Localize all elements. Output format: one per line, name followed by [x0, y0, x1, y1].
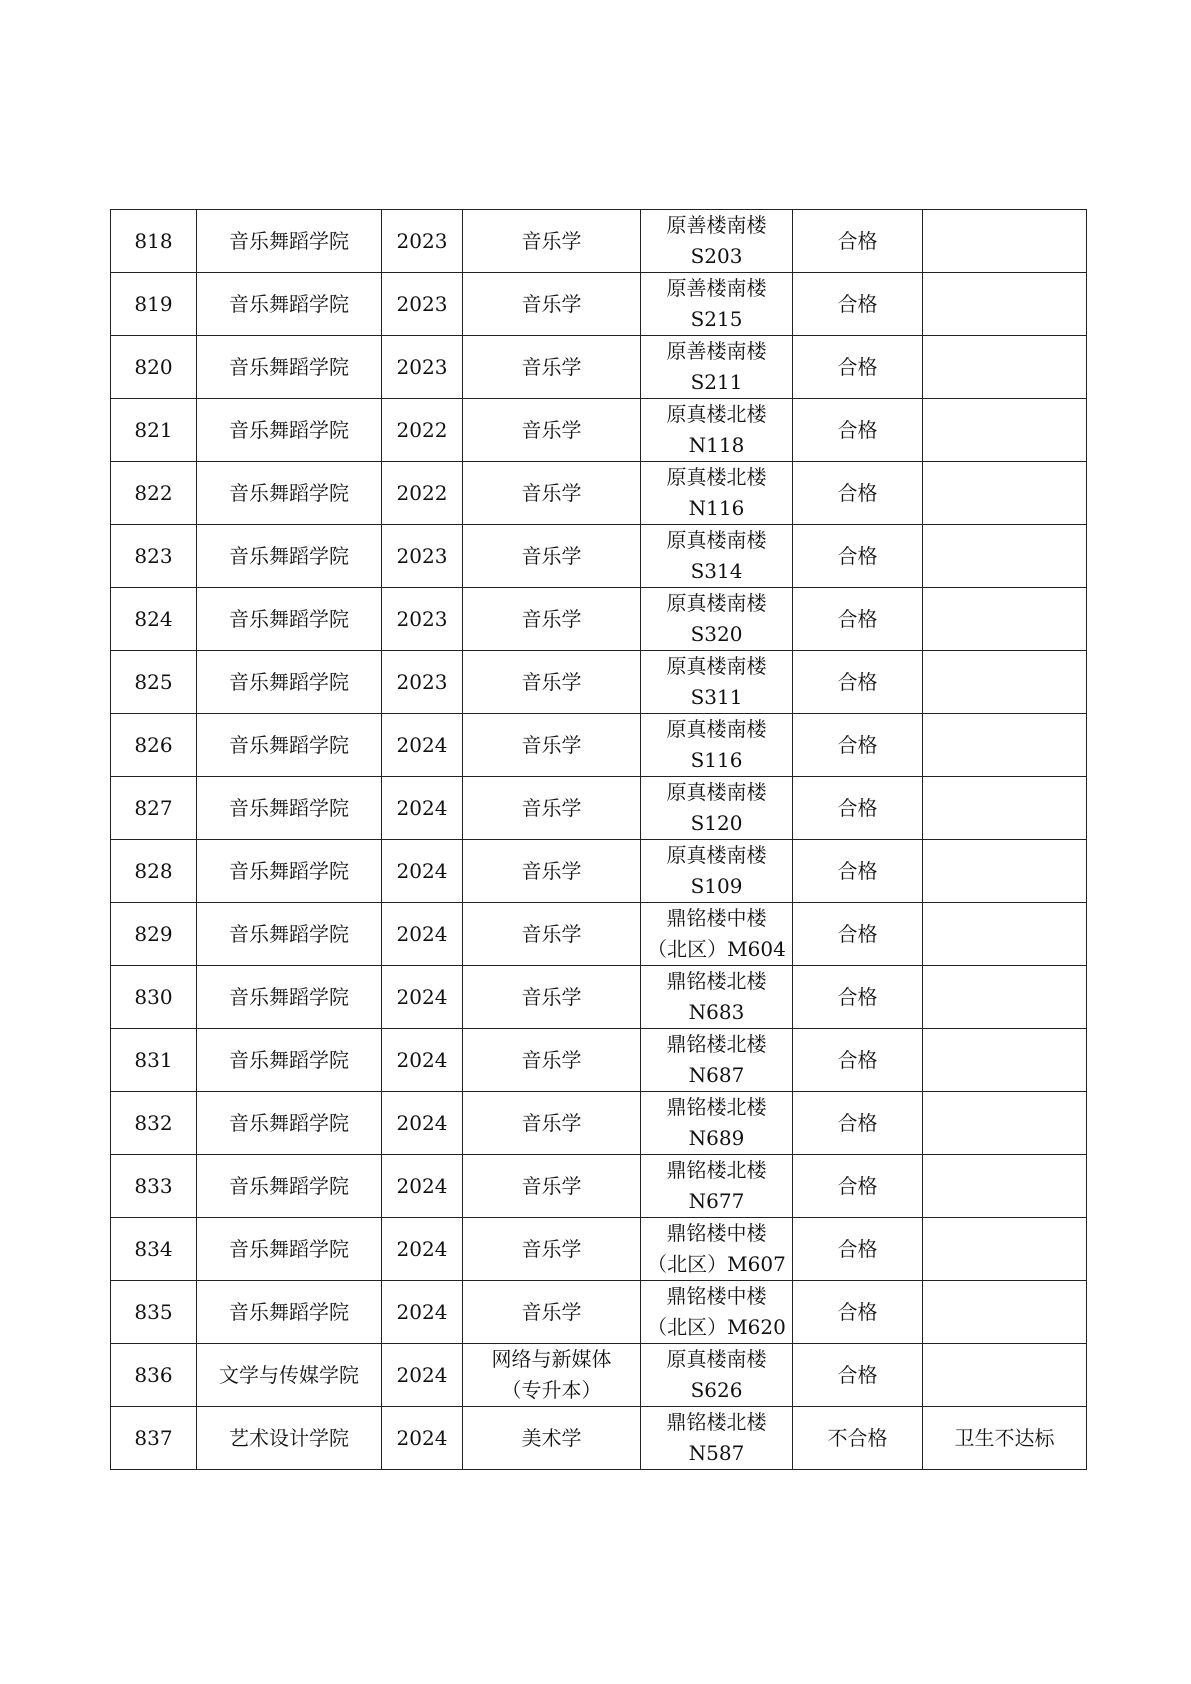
room-cell	[641, 462, 793, 525]
college-cell: 文学与传媒学院	[197, 1344, 382, 1407]
year-cell: 2024	[382, 903, 463, 966]
room-cell-line: 原真楼南楼	[666, 843, 767, 867]
room-cell-line: 鼎铭楼北楼	[666, 1410, 767, 1434]
major-cell-line: 音乐学	[521, 1236, 582, 1261]
table-row	[111, 714, 1087, 777]
row-number-cell: 823	[111, 525, 197, 588]
major-cell	[463, 588, 641, 651]
room-cell-line: 原真楼南楼	[666, 591, 767, 615]
college-cell: 音乐舞蹈学院	[197, 273, 382, 336]
room-cell-line: 原真楼南楼	[666, 780, 767, 804]
room-cell-line: 原善楼南楼	[666, 276, 767, 300]
major-cell	[463, 399, 641, 462]
year-cell: 2023	[382, 588, 463, 651]
room-cell-line: S320	[690, 622, 743, 646]
row-number-cell: 830	[111, 966, 197, 1029]
remark-cell	[923, 588, 1087, 651]
room-cell-line: S203	[690, 244, 743, 268]
room-cell-line: 原真楼北楼	[666, 402, 767, 426]
table-row	[111, 1029, 1087, 1092]
remark-cell	[923, 1092, 1087, 1155]
remark-cell	[923, 1029, 1087, 1092]
row-number-cell: 820	[111, 336, 197, 399]
table-row	[111, 1155, 1087, 1218]
room-cell-line: 原真楼南楼	[666, 717, 767, 741]
major-cell-line: 音乐学	[521, 669, 582, 694]
college-cell: 音乐舞蹈学院	[197, 1092, 382, 1155]
result-cell: 合格	[793, 714, 923, 777]
row-number-cell: 834	[111, 1218, 197, 1281]
row-number-cell: 824	[111, 588, 197, 651]
row-number-cell: 836	[111, 1344, 197, 1407]
room-cell	[641, 210, 793, 273]
college-cell: 音乐舞蹈学院	[197, 462, 382, 525]
college-cell: 音乐舞蹈学院	[197, 966, 382, 1029]
room-cell-line: 原真楼北楼	[666, 465, 767, 489]
table-row	[111, 336, 1087, 399]
major-cell-line: 美术学	[521, 1425, 582, 1450]
result-cell: 合格	[793, 336, 923, 399]
remark-cell	[923, 210, 1087, 273]
room-cell-line: S314	[690, 559, 743, 583]
room-cell-line: S215	[690, 307, 743, 331]
year-cell: 2023	[382, 210, 463, 273]
room-cell-line: S211	[690, 370, 743, 394]
table-row	[111, 525, 1087, 588]
row-number-cell: 831	[111, 1029, 197, 1092]
room-cell	[641, 1218, 793, 1281]
room-cell-line: 鼎铭楼中楼	[666, 906, 767, 930]
room-cell-line: N677	[688, 1189, 745, 1213]
room-cell-line: N118	[688, 433, 745, 457]
room-cell-line: S311	[690, 685, 743, 709]
major-cell	[463, 1029, 641, 1092]
major-cell-line: 音乐学	[521, 291, 582, 316]
major-cell-line: 音乐学	[521, 921, 582, 946]
table-row	[111, 840, 1087, 903]
major-cell-line: 音乐学	[521, 354, 582, 379]
room-cell-line: 原真楼南楼	[666, 1347, 767, 1371]
room-cell-line: 鼎铭楼中楼	[666, 1284, 767, 1308]
result-cell: 合格	[793, 651, 923, 714]
result-cell: 合格	[793, 1029, 923, 1092]
table-row	[111, 210, 1087, 273]
year-cell: 2024	[382, 966, 463, 1029]
room-cell	[641, 966, 793, 1029]
room-cell	[641, 525, 793, 588]
major-cell	[463, 840, 641, 903]
room-cell-line: （北区）M607	[647, 1252, 786, 1276]
major-cell	[463, 273, 641, 336]
major-cell	[463, 966, 641, 1029]
result-cell: 合格	[793, 399, 923, 462]
table-row	[111, 1407, 1087, 1470]
row-number-cell: 822	[111, 462, 197, 525]
room-cell-line: N683	[688, 1000, 745, 1024]
room-cell-line: 原善楼南楼	[666, 339, 767, 363]
major-cell	[463, 1281, 641, 1344]
year-cell: 2024	[382, 1218, 463, 1281]
remark-cell	[923, 399, 1087, 462]
result-cell: 合格	[793, 210, 923, 273]
major-cell	[463, 651, 641, 714]
result-cell: 合格	[793, 1092, 923, 1155]
college-cell: 音乐舞蹈学院	[197, 210, 382, 273]
room-cell	[641, 1029, 793, 1092]
college-cell: 音乐舞蹈学院	[197, 1029, 382, 1092]
result-cell: 不合格	[793, 1407, 923, 1470]
row-number-cell: 818	[111, 210, 197, 273]
year-cell: 2024	[382, 714, 463, 777]
year-cell: 2024	[382, 1092, 463, 1155]
major-cell	[463, 903, 641, 966]
result-cell: 合格	[793, 903, 923, 966]
college-cell: 音乐舞蹈学院	[197, 714, 382, 777]
college-cell: 音乐舞蹈学院	[197, 525, 382, 588]
row-number-cell: 835	[111, 1281, 197, 1344]
room-cell-line: N689	[688, 1126, 745, 1150]
remark-cell	[923, 462, 1087, 525]
table-row	[111, 462, 1087, 525]
room-cell-line: 原真楼南楼	[666, 528, 767, 552]
room-cell-line: 鼎铭楼中楼	[666, 1221, 767, 1245]
year-cell: 2024	[382, 777, 463, 840]
row-number-cell: 829	[111, 903, 197, 966]
room-cell	[641, 1344, 793, 1407]
year-cell: 2024	[382, 1281, 463, 1344]
college-cell: 音乐舞蹈学院	[197, 777, 382, 840]
major-cell-line: 音乐学	[521, 1110, 582, 1135]
room-cell-line: S109	[690, 874, 743, 898]
year-cell: 2024	[382, 1155, 463, 1218]
result-cell: 合格	[793, 462, 923, 525]
room-cell-line: N587	[688, 1441, 745, 1465]
major-cell-line: 音乐学	[521, 1047, 582, 1072]
major-cell-line: 音乐学	[521, 795, 582, 820]
room-cell-line: 鼎铭楼北楼	[666, 1095, 767, 1119]
remark-cell	[923, 840, 1087, 903]
room-cell-line: N116	[688, 496, 745, 520]
table-row	[111, 651, 1087, 714]
table-row	[111, 273, 1087, 336]
row-number-cell: 827	[111, 777, 197, 840]
table-body	[111, 210, 1087, 1470]
result-cell: 合格	[793, 1344, 923, 1407]
major-cell-line: 音乐学	[521, 228, 582, 253]
major-cell-line: 音乐学	[521, 984, 582, 1009]
major-cell	[463, 714, 641, 777]
college-cell: 音乐舞蹈学院	[197, 1155, 382, 1218]
room-cell	[641, 336, 793, 399]
major-cell-line: 音乐学	[521, 606, 582, 631]
room-cell-line: 鼎铭楼北楼	[666, 1032, 767, 1056]
remark-cell	[923, 336, 1087, 399]
table-row	[111, 1281, 1087, 1344]
room-cell-line: 鼎铭楼北楼	[666, 1158, 767, 1182]
year-cell: 2024	[382, 1029, 463, 1092]
year-cell: 2022	[382, 399, 463, 462]
room-cell	[641, 399, 793, 462]
room-cell-line: 原善楼南楼	[666, 213, 767, 237]
room-cell	[641, 1155, 793, 1218]
row-number-cell: 825	[111, 651, 197, 714]
major-cell-line: 音乐学	[521, 480, 582, 505]
major-cell	[463, 1092, 641, 1155]
result-cell: 合格	[793, 1218, 923, 1281]
row-number-cell: 833	[111, 1155, 197, 1218]
result-cell: 合格	[793, 840, 923, 903]
table-row	[111, 1344, 1087, 1407]
row-number-cell: 819	[111, 273, 197, 336]
inspection-results-table	[110, 209, 1087, 1470]
room-cell-line: S626	[690, 1378, 743, 1402]
room-cell-line: （北区）M604	[647, 937, 786, 961]
table-row	[111, 588, 1087, 651]
year-cell: 2023	[382, 336, 463, 399]
remark-cell	[923, 1155, 1087, 1218]
table-row	[111, 1218, 1087, 1281]
major-cell-line: 音乐学	[521, 1173, 582, 1198]
major-cell-line: 音乐学	[521, 858, 582, 883]
major-cell-line: 音乐学	[521, 732, 582, 757]
result-cell: 合格	[793, 1155, 923, 1218]
result-cell: 合格	[793, 588, 923, 651]
major-cell-line: 网络与新媒体	[491, 1347, 612, 1371]
room-cell	[641, 1281, 793, 1344]
college-cell: 音乐舞蹈学院	[197, 588, 382, 651]
row-number-cell: 828	[111, 840, 197, 903]
remark-cell	[923, 966, 1087, 1029]
room-cell	[641, 714, 793, 777]
row-number-cell: 821	[111, 399, 197, 462]
major-cell	[463, 1407, 641, 1470]
room-cell	[641, 1407, 793, 1470]
college-cell: 音乐舞蹈学院	[197, 1281, 382, 1344]
remark-cell	[923, 1218, 1087, 1281]
room-cell-line: S120	[690, 811, 743, 835]
room-cell	[641, 651, 793, 714]
remark-cell	[923, 777, 1087, 840]
result-cell: 合格	[793, 1281, 923, 1344]
room-cell-line: S116	[690, 748, 743, 772]
major-cell	[463, 462, 641, 525]
remark-cell	[923, 1344, 1087, 1407]
major-cell	[463, 336, 641, 399]
room-cell	[641, 840, 793, 903]
room-cell	[641, 588, 793, 651]
year-cell: 2024	[382, 840, 463, 903]
year-cell: 2024	[382, 1344, 463, 1407]
row-number-cell: 832	[111, 1092, 197, 1155]
table-row	[111, 777, 1087, 840]
room-cell-line: （北区）M620	[647, 1315, 786, 1339]
remark-cell	[923, 525, 1087, 588]
major-cell-line: （专升本）	[501, 1378, 602, 1402]
major-cell-line: 音乐学	[521, 1299, 582, 1324]
year-cell: 2023	[382, 525, 463, 588]
result-cell: 合格	[793, 966, 923, 1029]
result-cell: 合格	[793, 273, 923, 336]
row-number-cell: 837	[111, 1407, 197, 1470]
room-cell-line: 原真楼南楼	[666, 654, 767, 678]
college-cell: 音乐舞蹈学院	[197, 651, 382, 714]
major-cell	[463, 525, 641, 588]
major-cell	[463, 1344, 641, 1407]
major-cell	[463, 777, 641, 840]
remark-cell	[923, 651, 1087, 714]
major-cell	[463, 1155, 641, 1218]
year-cell: 2023	[382, 651, 463, 714]
result-cell: 合格	[793, 777, 923, 840]
row-number-cell: 826	[111, 714, 197, 777]
result-cell: 合格	[793, 525, 923, 588]
table-row	[111, 1092, 1087, 1155]
college-cell: 音乐舞蹈学院	[197, 840, 382, 903]
college-cell: 音乐舞蹈学院	[197, 399, 382, 462]
remark-cell	[923, 1281, 1087, 1344]
room-cell	[641, 1092, 793, 1155]
room-cell-line: 鼎铭楼北楼	[666, 969, 767, 993]
remark-cell	[923, 714, 1087, 777]
major-cell	[463, 1218, 641, 1281]
room-cell	[641, 273, 793, 336]
remark-cell	[923, 903, 1087, 966]
table-row	[111, 399, 1087, 462]
college-cell: 艺术设计学院	[197, 1407, 382, 1470]
major-cell-line: 音乐学	[521, 543, 582, 568]
major-cell	[463, 210, 641, 273]
college-cell: 音乐舞蹈学院	[197, 903, 382, 966]
room-cell-line: N687	[688, 1063, 745, 1087]
college-cell: 音乐舞蹈学院	[197, 1218, 382, 1281]
room-cell	[641, 903, 793, 966]
college-cell: 音乐舞蹈学院	[197, 336, 382, 399]
table-row	[111, 966, 1087, 1029]
year-cell: 2024	[382, 1407, 463, 1470]
year-cell: 2023	[382, 273, 463, 336]
major-cell-line: 音乐学	[521, 417, 582, 442]
year-cell: 2022	[382, 462, 463, 525]
table-row	[111, 903, 1087, 966]
room-cell	[641, 777, 793, 840]
remark-cell: 卫生不达标	[923, 1407, 1087, 1470]
remark-cell	[923, 273, 1087, 336]
